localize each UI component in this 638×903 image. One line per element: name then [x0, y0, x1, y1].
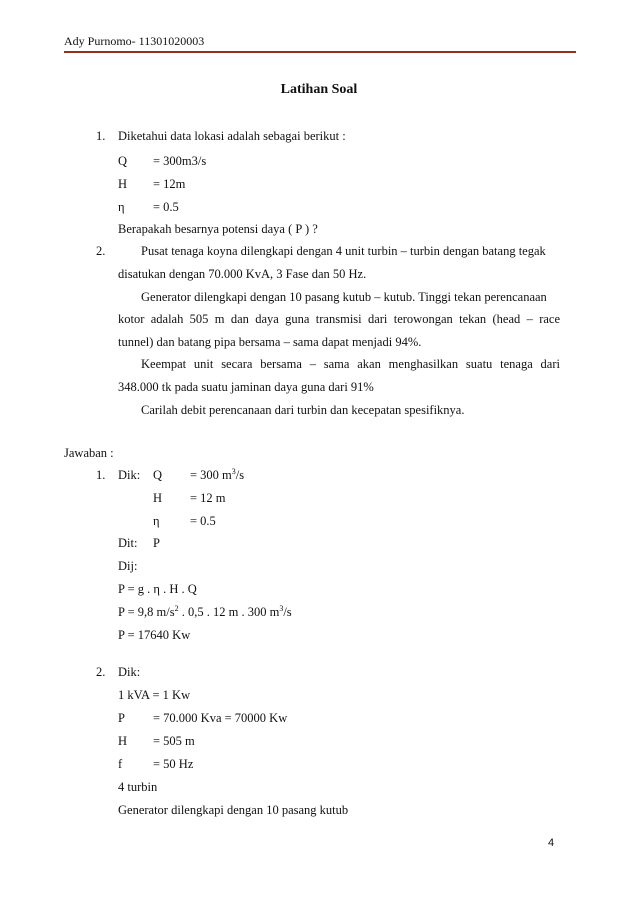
question-2-line: kotor adalah 505 m dan daya guna transmisi dari terowongan tekan (head – race — [118, 312, 560, 326]
answer-1-dik-label: Dik: — [118, 468, 141, 482]
a2-var-symbol: P — [118, 711, 125, 725]
a2-var-value: = 70.000 Kva = 70000 Kw — [153, 711, 288, 725]
question-2-number: 2. — [96, 244, 106, 258]
q1-var-value: = 300m3/s — [153, 154, 207, 168]
page-title: Latihan Soal — [280, 82, 358, 97]
a2-var-value: = 505 m — [153, 734, 195, 748]
a2-var-value: = 50 Hz — [153, 757, 194, 771]
page-header-author: Ady Purnomo- 11301020003 — [64, 34, 205, 48]
question-2-line: 348.000 tk pada suatu jaminan daya guna dari 91% — [118, 380, 374, 394]
a2-var-symbol: f — [118, 757, 123, 771]
a1-dik-symbol: η — [153, 514, 160, 528]
question-1-number: 1. — [96, 129, 106, 143]
answer-2-number: 2. — [96, 665, 106, 679]
question-2-line: Pusat tenaga koyna dilengkapi dengan 4 unit turbin – turbin dengan batang tegak — [141, 244, 546, 258]
answer-2-turbin: 4 turbin — [118, 780, 158, 794]
answer-2-conversion: 1 kVA = 1 Kw — [118, 688, 191, 702]
q1-var-value: = 12m — [153, 177, 186, 191]
answer-1-dit-label: Dit: — [118, 536, 138, 550]
q1-var-value: = 0.5 — [153, 200, 179, 214]
answer-2-generator: Generator dilengkapi dengan 10 pasang kutub — [118, 803, 349, 817]
question-2-line: tunnel) dan batang pipa bersama – sama dapat menjadi 94%. — [118, 335, 422, 349]
answer-1-substitution: P = 9,8 $m/s^2$ . 0,5 . 12 m . 300 $m^3/s$ — [118, 604, 292, 619]
question-1-prompt: Berapakah besarnya potensi daya ( P ) ? — [118, 222, 318, 236]
question-2-line: Keempat unit secara bersama – sama akan menghasilkan suatu tenaga dari — [141, 357, 560, 371]
answer-2-dik-label: Dik: — [118, 665, 141, 679]
answer-1-dij-label: Dij: — [118, 559, 138, 573]
q1-var-symbol: η — [118, 200, 125, 214]
q1-var-symbol: Q — [118, 154, 128, 168]
q1-var-symbol: H — [118, 177, 128, 191]
question-2-line: Generator dilengkapi dengan 10 pasang kutub – kutub. Tinggi tekan perencanaan — [141, 290, 547, 304]
a1-dik-symbol: Q — [153, 468, 163, 482]
question-1-intro: Diketahui data lokasi adalah sebagai berikut : — [118, 129, 346, 143]
a1-dik-value: = 300 $m^3/s$ — [190, 467, 245, 482]
answer-1-result: P = 17640 Kw — [118, 628, 191, 642]
answer-1-dit-value: P — [153, 536, 160, 550]
answer-1-number: 1. — [96, 468, 106, 482]
answer-1-formula: P = g . η . H . Q — [118, 582, 197, 596]
answer-heading: Jawaban : — [64, 446, 114, 460]
header-divider — [64, 51, 576, 53]
page-number: 4 — [548, 837, 555, 849]
a2-var-symbol: H — [118, 734, 128, 748]
question-2-line: disatukan dengan 70.000 KvA, 3 Fase dan 50 Hz. — [118, 267, 367, 281]
a1-dik-symbol: H — [153, 491, 163, 505]
question-2-line: Carilah debit perencanaan dari turbin dan kecepatan spesifiknya. — [141, 403, 465, 417]
a1-dik-value: = 12 m — [190, 491, 226, 505]
a1-dik-value: = 0.5 — [190, 514, 216, 528]
